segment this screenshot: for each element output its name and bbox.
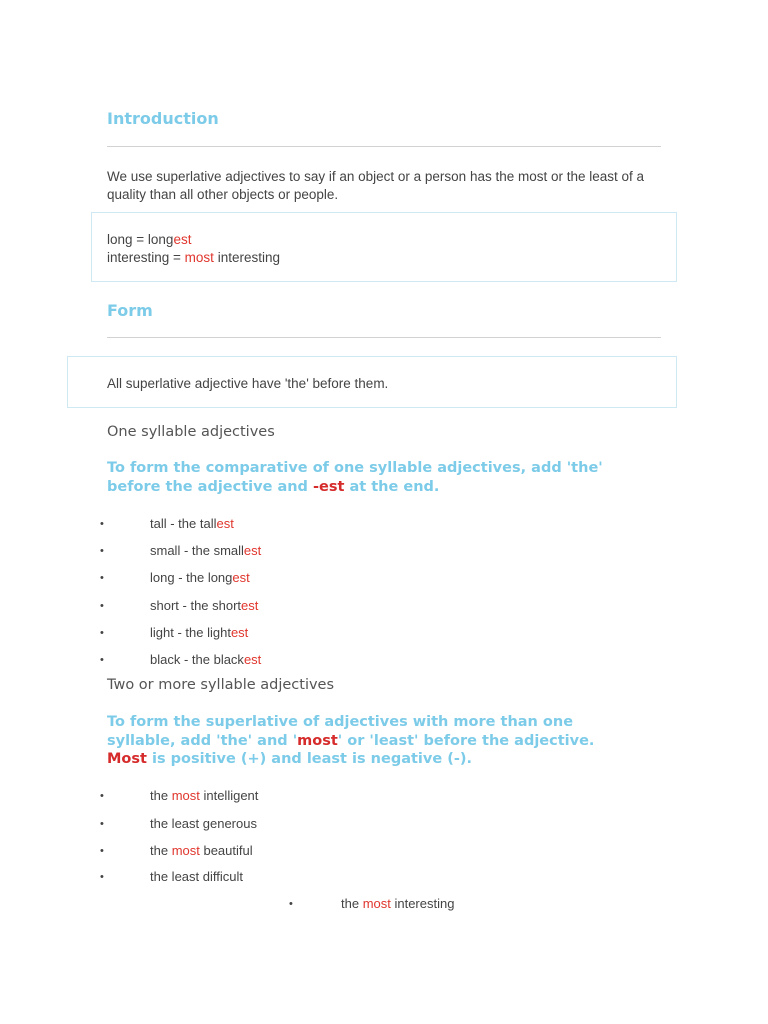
list-item — [100, 842, 500, 860]
bullet-icon: • — [100, 572, 104, 584]
bullet-icon: • — [100, 654, 104, 666]
form-note-box — [67, 356, 677, 408]
item-text: the — [341, 896, 363, 911]
item-text: short - the short — [150, 598, 242, 613]
one-syllable-subheading: One syllable adjectives — [107, 424, 275, 440]
intro-paragraph: We use superlative adjectives to say if an object or a person has the most or the least of a quality than all other objects or people. — [107, 169, 645, 202]
bullet-icon: • — [100, 871, 104, 883]
bullet-icon: • — [100, 818, 104, 830]
rule-text: ' or 'least' before the adjective. — [337, 732, 595, 749]
intro-examples-box — [91, 212, 677, 282]
item-highlight: est — [243, 543, 262, 558]
rule-highlight: -est — [313, 478, 345, 495]
bullet-icon: • — [100, 518, 104, 530]
list-item — [100, 569, 500, 587]
item-text: the — [150, 788, 172, 803]
rule-text: is positive (+) and least is negative (-). — [146, 751, 472, 767]
list-item — [100, 542, 500, 560]
item-highlight: est — [241, 598, 259, 613]
item-text: the least difficult — [150, 869, 243, 884]
example-line-most-interesting — [107, 249, 280, 267]
item-highlight: most — [171, 843, 200, 858]
item-text: tall - the tall — [150, 516, 217, 531]
bullet-icon: • — [100, 627, 104, 639]
item-text: long - the long — [150, 570, 233, 585]
item-text: beautiful — [199, 843, 253, 858]
bullet-icon: • — [100, 845, 104, 857]
item-highlight: est — [232, 570, 250, 585]
item-text: black - the black — [150, 652, 244, 667]
rule-text: To form the superlative of adjectives with more than one syllable, add 'the' and ' — [107, 714, 574, 749]
item-highlight: est — [243, 652, 262, 667]
item-text: small - the small — [150, 543, 244, 558]
item-text: light - the light — [150, 625, 231, 640]
item-text: interesting — [390, 896, 455, 911]
example-line-longest — [107, 231, 191, 249]
bullet-icon: • — [100, 790, 104, 802]
intro-divider — [107, 146, 661, 147]
item-highlight: est — [230, 625, 249, 640]
form-heading: Form — [107, 301, 153, 320]
list-item — [100, 815, 500, 833]
form-divider — [107, 337, 661, 338]
example-highlight: est — [173, 232, 192, 247]
example-text: long = long — [107, 232, 174, 247]
list-item-nested — [289, 895, 689, 913]
example-text: interesting — [213, 250, 280, 265]
item-text: intelligent — [199, 788, 259, 803]
multi-syllable-rule — [107, 713, 607, 769]
list-item — [100, 787, 500, 805]
item-highlight: most — [362, 896, 391, 911]
item-text: the — [150, 843, 172, 858]
rule-text: at the end. — [344, 478, 440, 495]
list-item — [100, 651, 500, 669]
form-note: All superlative adjective have 'the' before them. — [107, 376, 389, 391]
one-syllable-rule — [107, 459, 647, 496]
rule-highlight: Most — [107, 751, 147, 767]
example-text: interesting = — [107, 250, 185, 265]
bullet-icon: • — [289, 898, 293, 910]
item-text: the least generous — [150, 816, 257, 831]
multi-syllable-subheading: Two or more syllable adjectives — [107, 677, 335, 693]
list-item — [100, 624, 500, 642]
bullet-icon: • — [100, 545, 104, 557]
item-highlight: most — [171, 788, 200, 803]
example-highlight: most — [184, 250, 214, 265]
list-item — [100, 868, 500, 886]
list-item — [100, 597, 500, 615]
item-highlight: est — [216, 516, 234, 531]
list-item — [100, 515, 500, 533]
intro-heading: Introduction — [107, 109, 219, 128]
rule-highlight: most — [297, 732, 338, 749]
bullet-icon: • — [100, 600, 104, 612]
rule-text: To form the comparative of one syllable adjectives, add 'the' before the adjective and — [107, 460, 603, 495]
